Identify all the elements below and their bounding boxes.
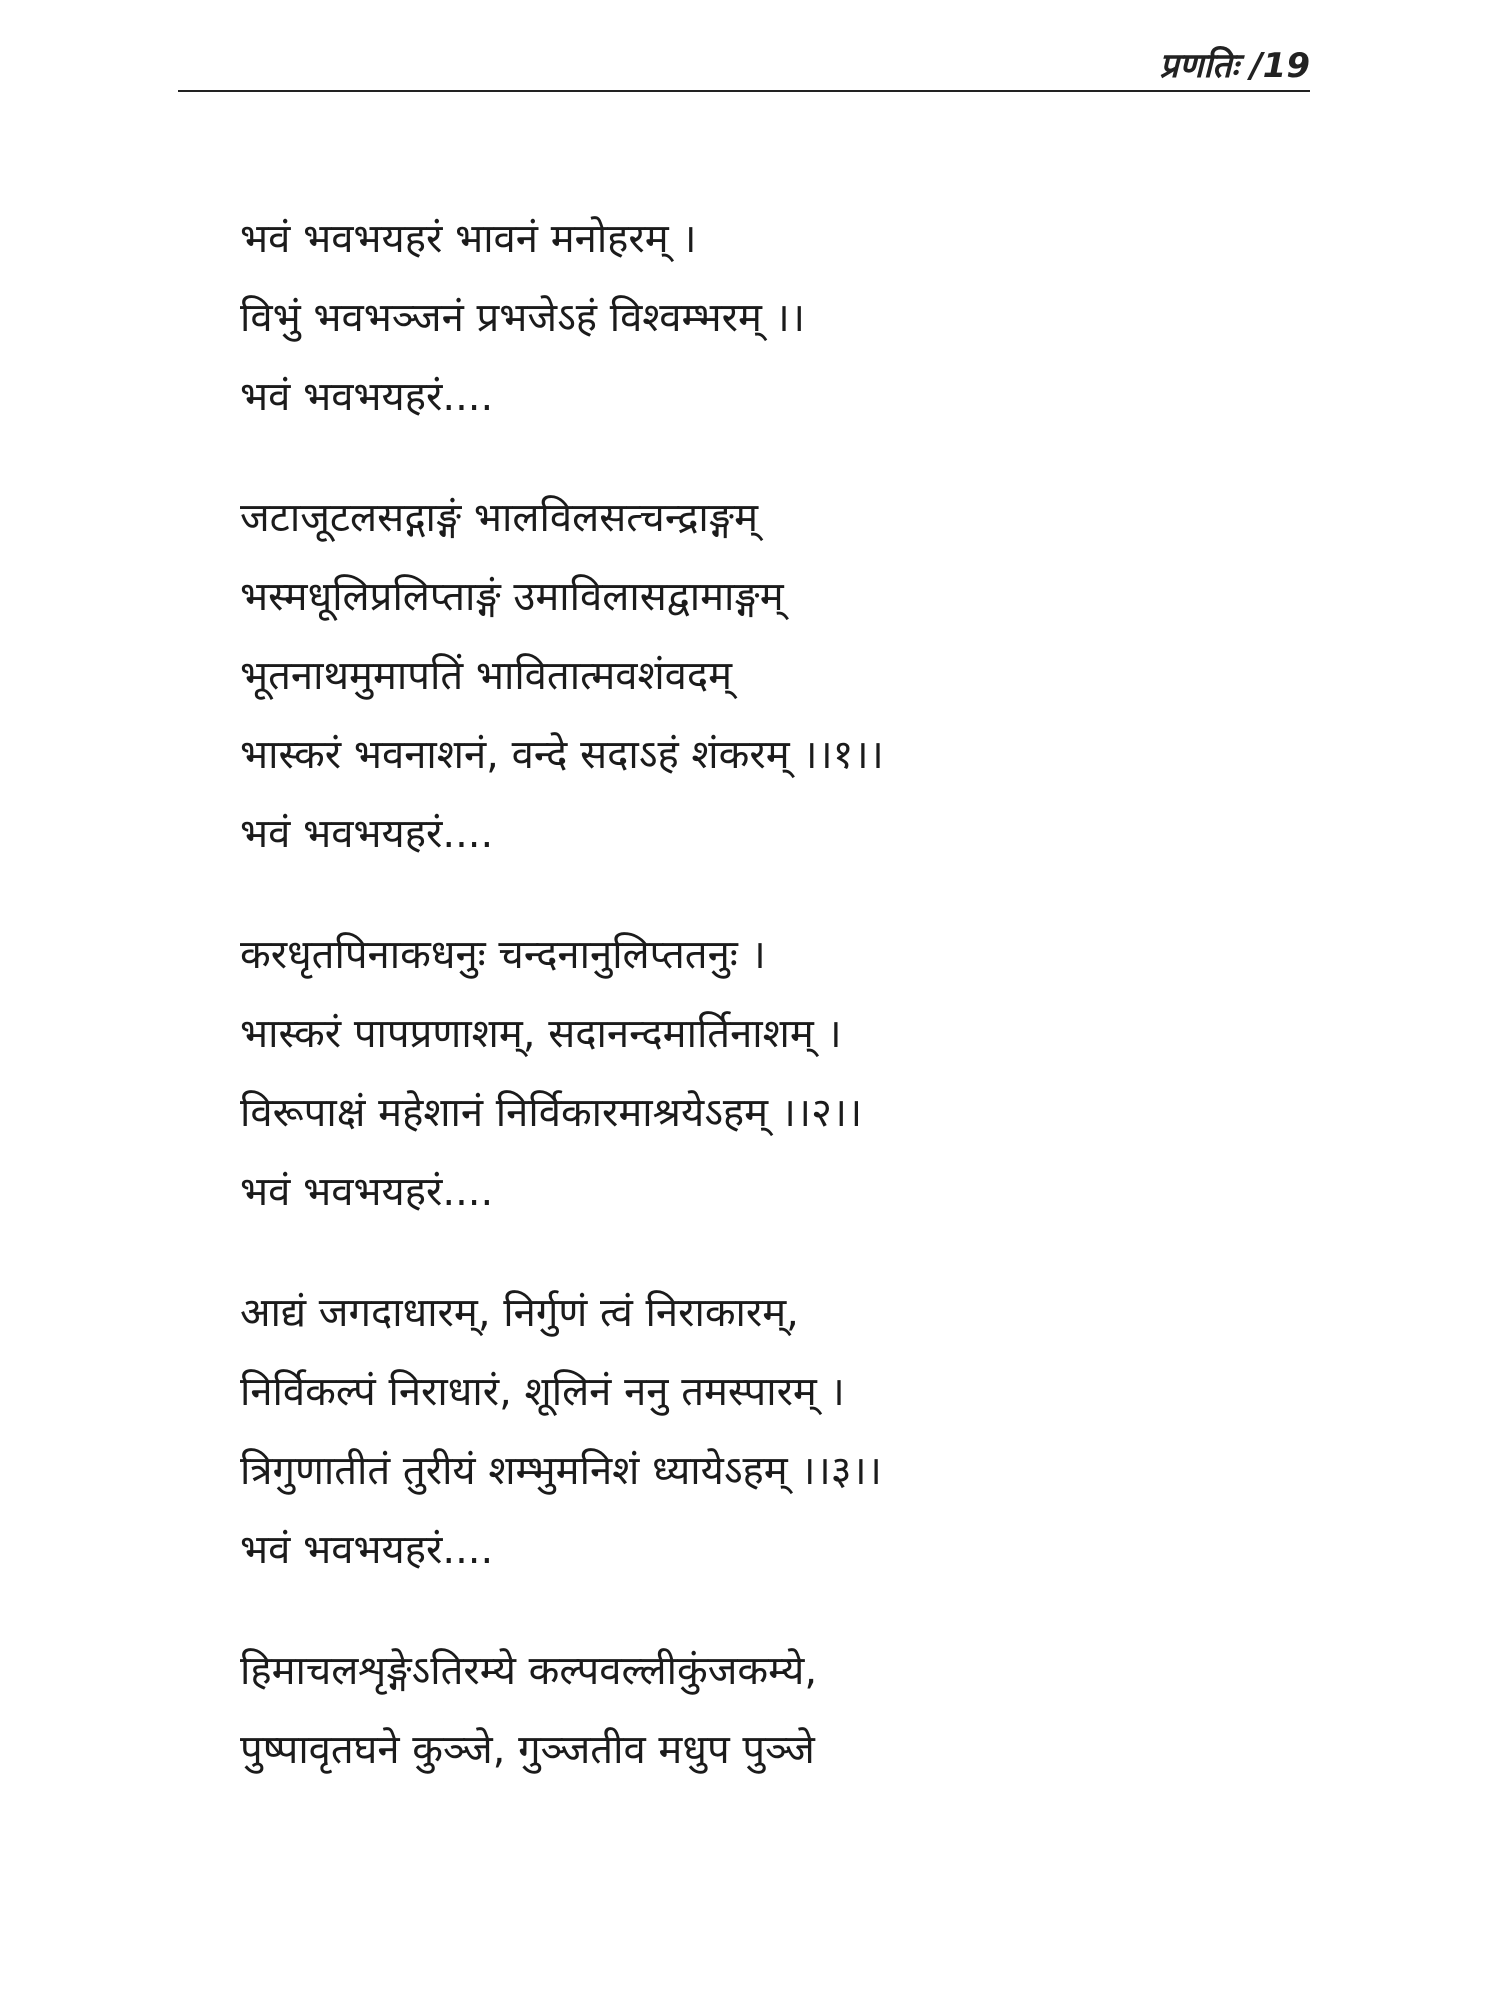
verse-line: भास्करं भवनाशनं, वन्दे सदाऽहं शंकरम् ।।१।। [240, 732, 884, 778]
verse-line: विभुं भवभञ्जनं प्रभजेऽहं विश्वम्भरम् ।। [240, 295, 805, 341]
refrain-line: भवं भवभयहरं.... [240, 1527, 494, 1573]
verse-line: भूतनाथमुमापतिं भावितात्मवशंवदम् [240, 653, 733, 699]
header-text [1159, 44, 1310, 88]
verse-line: त्रिगुणातीतं तुरीयं शम्भुमनिशं ध्यायेऽहम् ।।३।। [240, 1448, 882, 1494]
stanza-3 [240, 916, 1300, 1232]
verse-line: आद्यं जगदाधारम्, निर्गुणं त्वं निराकारम्, [240, 1290, 799, 1336]
refrain-line: भवं भवभयहरं.... [240, 1169, 494, 1215]
stanza-1 [240, 200, 1300, 437]
header-rule [178, 90, 1310, 92]
verse-line: हिमाचलशृङ्गेऽतिरम्ये कल्पवल्लीकुंजकम्ये, [240, 1648, 818, 1694]
header-separator: / [1250, 46, 1263, 86]
stanza-2 [240, 479, 1300, 874]
verse-line: निर्विकल्पं निराधारं, शूलिनं ननु तमस्पारम् । [240, 1369, 845, 1415]
verse-line: विरूपाक्षं महेशानं निर्विकारमाश्रयेऽहम् ।।२।। [240, 1090, 863, 1136]
verse-line: भस्मधूलिप्रलिप्ताङ्गं उमाविलासद्वामाङ्गम् [240, 574, 784, 620]
verse-line: भास्करं पापप्रणाशम्, सदानन्दमार्तिनाशम् । [240, 1011, 842, 1057]
verse-line: पुष्पावृतघने कुञ्जे, गुञ्जतीव मधुप पुञ्जे [240, 1727, 815, 1773]
verse-line: करधृतपिनाकधनुः चन्दनानुलिप्ततनुः । [240, 932, 766, 978]
running-header [178, 40, 1310, 92]
refrain-line: भवं भवभयहरं.... [240, 374, 494, 420]
stanza-4 [240, 1274, 1300, 1590]
verse-line: भवं भवभयहरं भावनं मनोहरम् । [240, 216, 697, 262]
verse-body [240, 200, 1300, 1832]
header-title: प्रणतिः [1159, 46, 1239, 86]
verse-line: जटाजूटलसद्गाङ्गं भालविलसत्चन्द्राङ्गम् [240, 495, 759, 541]
page-number: 19 [1262, 46, 1310, 86]
stanza-5 [240, 1632, 1300, 1790]
refrain-line: भवं भवभयहरं.... [240, 811, 494, 857]
